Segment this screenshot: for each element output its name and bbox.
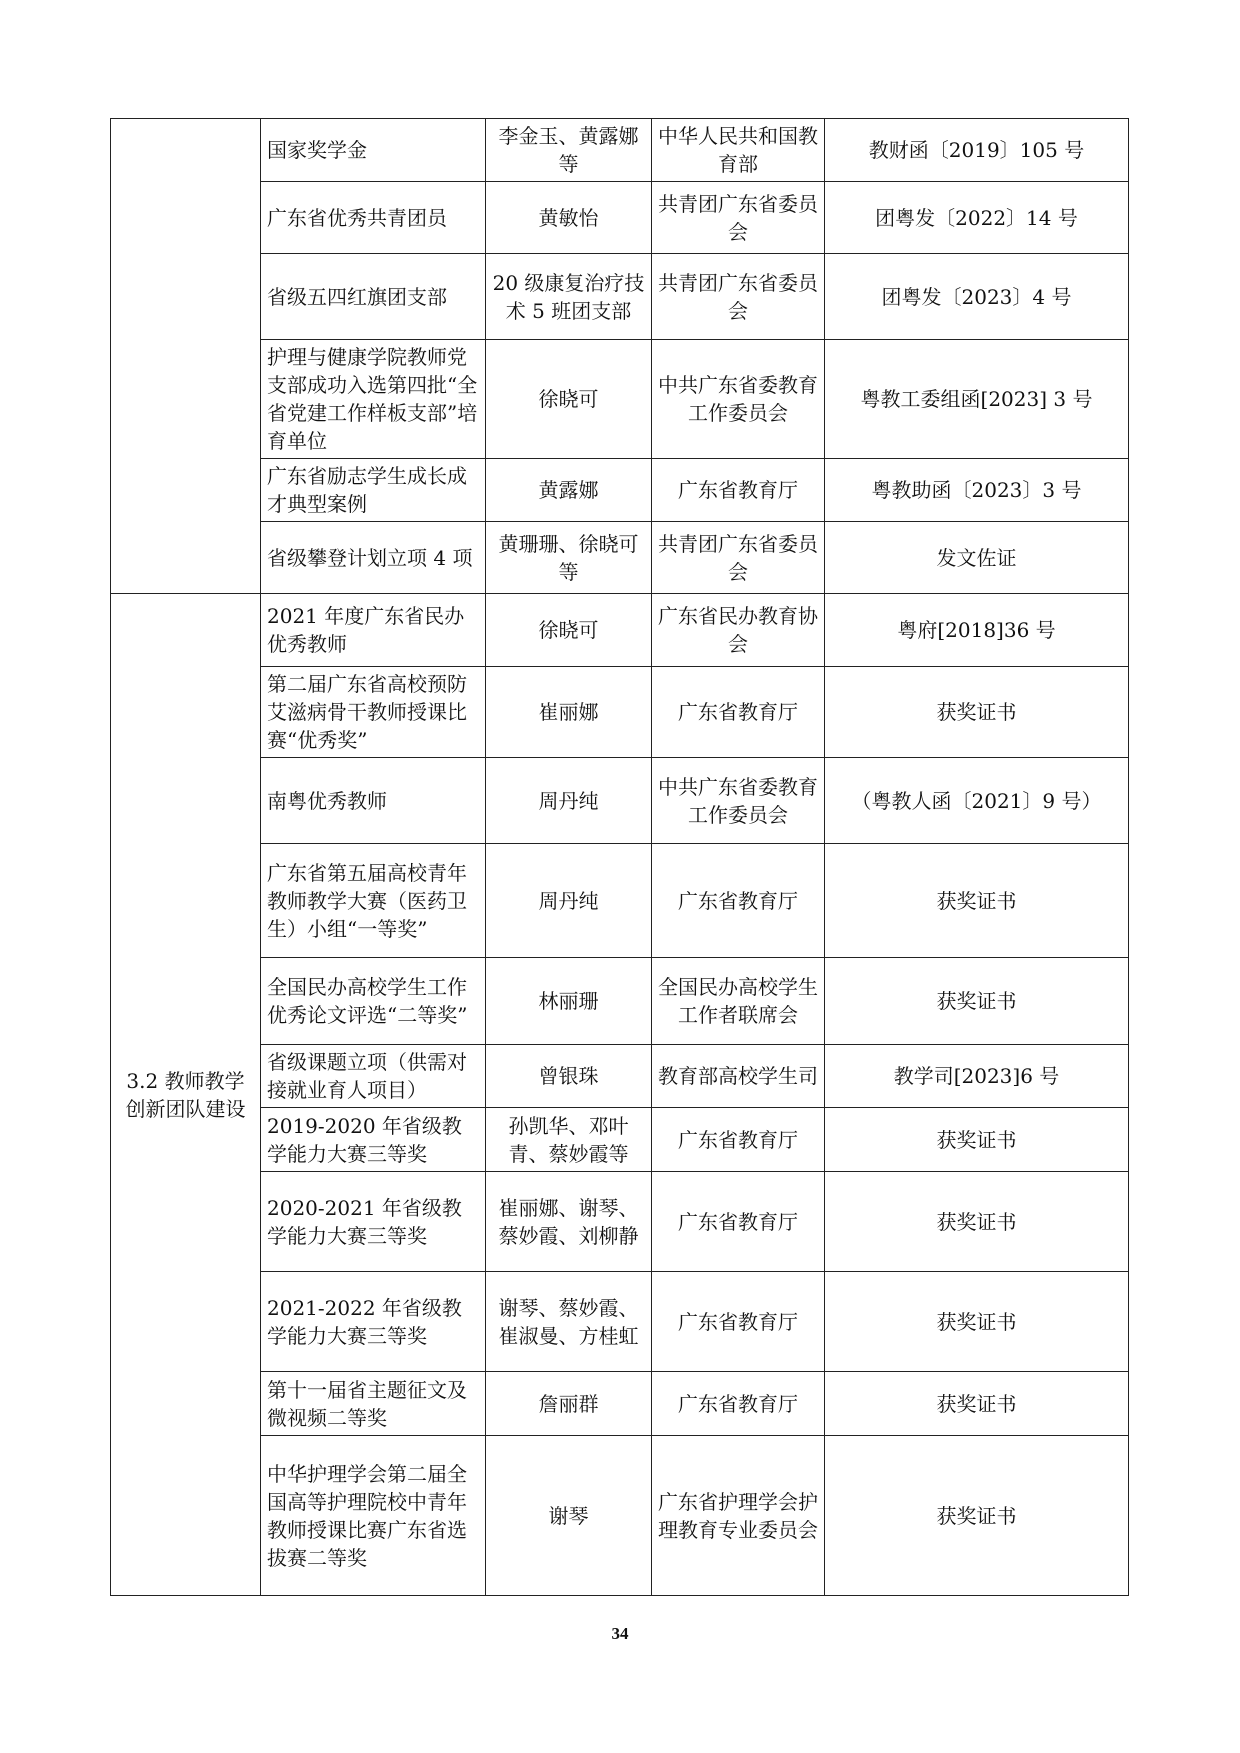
table-row: [111, 254, 1129, 340]
issuer-cell: 共青团广东省委员会: [652, 182, 825, 254]
award-name-cell: 中华护理学会第二届全国高等护理院校中青年教师授课比赛广东省选拔赛二等奖: [261, 1436, 486, 1596]
table-row: [111, 594, 1129, 667]
table-row: [111, 1436, 1129, 1596]
award-name-cell: 南粤优秀教师: [261, 758, 486, 844]
table-row: [111, 119, 1129, 182]
table-row: [111, 459, 1129, 522]
document-number-cell: 教学司[2023]6 号: [825, 1045, 1129, 1108]
issuer-cell: 全国民办高校学生工作者联席会: [652, 958, 825, 1045]
issuer-cell: 共青团广东省委员会: [652, 254, 825, 340]
issuer-cell: 中共广东省委教育工作委员会: [652, 758, 825, 844]
award-name-cell: 省级攀登计划立项 4 项: [261, 522, 486, 594]
table-row: [111, 1108, 1129, 1172]
award-name-cell: 省级课题立项（供需对接就业育人项目）: [261, 1045, 486, 1108]
document-number-cell: 获奖证书: [825, 667, 1129, 758]
table-row: [111, 1045, 1129, 1108]
issuer-cell: 共青团广东省委员会: [652, 522, 825, 594]
table-row: [111, 1272, 1129, 1372]
document-number-cell: 获奖证书: [825, 1272, 1129, 1372]
document-number-cell: 团粤发〔2022〕14 号: [825, 182, 1129, 254]
issuer-cell: 广东省教育厅: [652, 1272, 825, 1372]
award-name-cell: 广东省第五届高校青年教师教学大赛（医药卫生）小组“一等奖”: [261, 844, 486, 958]
table-row: [111, 340, 1129, 459]
recipient-cell: 周丹纯: [486, 844, 652, 958]
recipient-cell: 徐晓可: [486, 340, 652, 459]
recipient-cell: 黄露娜: [486, 459, 652, 522]
document-number-cell: 教财函〔2019〕105 号: [825, 119, 1129, 182]
issuer-cell: 中华人民共和国教育部: [652, 119, 825, 182]
document-number-cell: 团粤发〔2023〕4 号: [825, 254, 1129, 340]
recipient-cell: 崔丽娜: [486, 667, 652, 758]
recipient-cell: 曾银珠: [486, 1045, 652, 1108]
table-row: [111, 844, 1129, 958]
award-name-cell: 第二届广东省高校预防艾滋病骨干教师授课比赛“优秀奖”: [261, 667, 486, 758]
document-number-cell: 获奖证书: [825, 844, 1129, 958]
recipient-cell: 徐晓可: [486, 594, 652, 667]
awards-table: [110, 118, 1129, 1596]
issuer-cell: 广东省教育厅: [652, 459, 825, 522]
recipient-cell: 李金玉、黄露娜等: [486, 119, 652, 182]
award-name-cell: 全国民办高校学生工作优秀论文评选“二等奖”: [261, 958, 486, 1045]
page-number: 34: [611, 1624, 629, 1643]
document-number-cell: 粤府[2018]36 号: [825, 594, 1129, 667]
award-name-cell: 省级五四红旗团支部: [261, 254, 486, 340]
recipient-cell: 黄敏怡: [486, 182, 652, 254]
recipient-cell: 詹丽群: [486, 1372, 652, 1436]
table-row: [111, 758, 1129, 844]
table-row: [111, 667, 1129, 758]
issuer-cell: 中共广东省委教育工作委员会: [652, 340, 825, 459]
table-row: [111, 1372, 1129, 1436]
category-cell: [111, 119, 261, 594]
document-number-cell: 获奖证书: [825, 1436, 1129, 1596]
award-name-cell: 2020-2021 年省级教学能力大赛三等奖: [261, 1172, 486, 1272]
document-number-cell: 获奖证书: [825, 958, 1129, 1045]
issuer-cell: 广东省教育厅: [652, 844, 825, 958]
table-row: [111, 522, 1129, 594]
table-row: [111, 958, 1129, 1045]
award-name-cell: 2021-2022 年省级教学能力大赛三等奖: [261, 1272, 486, 1372]
award-name-cell: 国家奖学金: [261, 119, 486, 182]
recipient-cell: 谢琴、蔡妙霞、崔淑曼、方桂虹: [486, 1272, 652, 1372]
recipient-cell: 20 级康复治疗技术 5 班团支部: [486, 254, 652, 340]
award-name-cell: 广东省励志学生成长成才典型案例: [261, 459, 486, 522]
table-row: [111, 182, 1129, 254]
document-number-cell: （粤教人函〔2021〕9 号）: [825, 758, 1129, 844]
recipient-cell: 孙凯华、邓叶青、蔡妙霞等: [486, 1108, 652, 1172]
recipient-cell: 谢琴: [486, 1436, 652, 1596]
issuer-cell: 广东省教育厅: [652, 667, 825, 758]
document-number-cell: 获奖证书: [825, 1372, 1129, 1436]
award-name-cell: 第十一届省主题征文及微视频二等奖: [261, 1372, 486, 1436]
issuer-cell: 教育部高校学生司: [652, 1045, 825, 1108]
recipient-cell: 周丹纯: [486, 758, 652, 844]
award-name-cell: 2021 年度广东省民办优秀教师: [261, 594, 486, 667]
table-row: [111, 1172, 1129, 1272]
document-number-cell: 发文佐证: [825, 522, 1129, 594]
issuer-cell: 广东省教育厅: [652, 1172, 825, 1272]
issuer-cell: 广东省教育厅: [652, 1108, 825, 1172]
recipient-cell: 崔丽娜、谢琴、蔡妙霞、刘柳静: [486, 1172, 652, 1272]
recipient-cell: 黄珊珊、徐晓可等: [486, 522, 652, 594]
awards-table-body: [111, 119, 1129, 1596]
document-number-cell: 粤教工委组函[2023] 3 号: [825, 340, 1129, 459]
document-number-cell: 获奖证书: [825, 1108, 1129, 1172]
award-name-cell: 2019-2020 年省级教学能力大赛三等奖: [261, 1108, 486, 1172]
document-number-cell: 粤教助函〔2023〕3 号: [825, 459, 1129, 522]
recipient-cell: 林丽珊: [486, 958, 652, 1045]
issuer-cell: 广东省民办教育协会: [652, 594, 825, 667]
award-name-cell: 广东省优秀共青团员: [261, 182, 486, 254]
issuer-cell: 广东省护理学会护理教育专业委员会: [652, 1436, 825, 1596]
category-cell: 3.2 教师教学创新团队建设: [111, 594, 261, 1596]
document-number-cell: 获奖证书: [825, 1172, 1129, 1272]
issuer-cell: 广东省教育厅: [652, 1372, 825, 1436]
award-name-cell: 护理与健康学院教师党支部成功入选第四批“全省党建工作样板支部”培育单位: [261, 340, 486, 459]
